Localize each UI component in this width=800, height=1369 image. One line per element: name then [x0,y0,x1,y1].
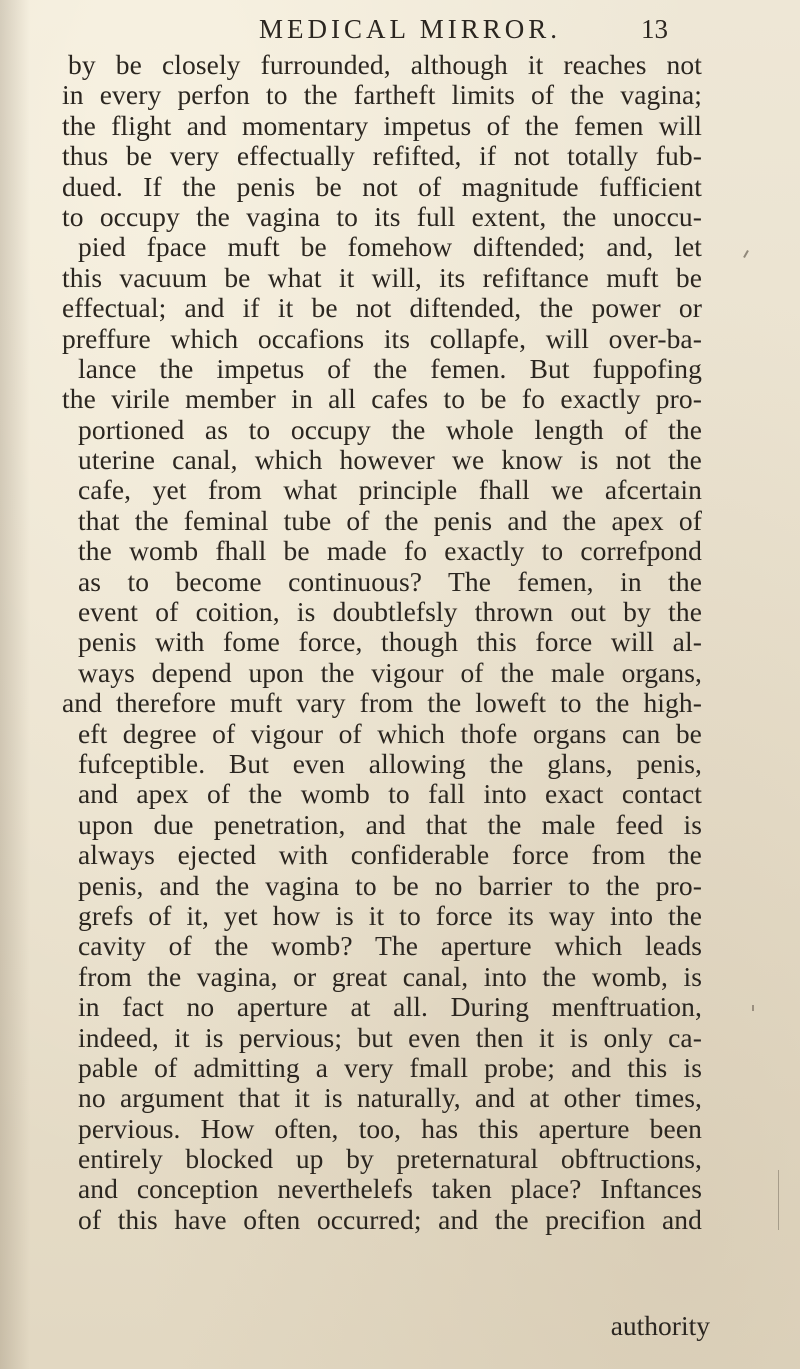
running-title: MEDICAL MIRROR. [258,14,561,44]
text-line: lance the impetus of the femen. But fuppofing [78,352,702,384]
text-line: portioned as to occupy the whole length of the [78,413,702,445]
text-line: thus be very effectually refifted, if not totally fub- [62,140,702,172]
text-line: that the feminal tube of the penis and the apex of [78,504,702,536]
text-line: and apex of the womb to fall into exact contact [78,778,702,810]
text-line: of this have often occurred; and the precifion and [78,1203,702,1235]
catchword: authority [610,1310,710,1341]
text-line: uterine canal, which however we know is not the [78,444,702,476]
text-line: eft degree of vigour of which thofe organs can be [78,717,702,749]
margin-mark [778,1170,779,1230]
text-line: ways depend upon the vigour of the male organs, [78,656,702,688]
text-line: upon due penetration, and that the male feed is [78,808,702,840]
text-line: and therefore muft vary from the loweft to the high- [62,687,702,719]
text-line: pable of admitting a very fmall probe; and this is [78,1051,702,1083]
text-line: dued. If the penis be not of magnitude fufficient [62,170,702,202]
text-line: penis with fome force, though this force will al- [78,626,702,658]
text-line: indeed, it is pervious; but even then it is only ca- [78,1021,702,1053]
text-line: always ejected with confiderable force from the [78,839,702,871]
text-line: by be closely furrounded, although it reaches not [68,49,702,80]
text-line: fufceptible. But even allowing the glans, penis, [78,747,702,779]
text-line: in fact no aperture at all. During menftruation, [78,991,702,1023]
text-line: to occupy the vagina to its full extent, the unoccu- [62,200,702,232]
text-line: the flight and momentary impetus of the femen will [62,109,702,141]
text-line: entirely blocked up by preternatural obftructions, [78,1143,702,1175]
margin-mark [752,1005,754,1011]
text-line: cavity of the womb? The aperture which leads [78,930,702,962]
text-line: this vacuum be what it will, its refiftance muft be [62,261,702,293]
running-head [0,14,800,54]
text-line: and conception neverthelefs taken place? Inftances [78,1173,702,1205]
text-line: the womb fhall be made fo exactly to correfpond [78,535,702,567]
text-line: from the vagina, or great canal, into the womb, is [78,960,702,992]
catchword-line [0,1311,800,1341]
text-line: pied fpace muft be fomehow diftended; and, let [78,231,702,263]
text-line: event of coition, is doubtlefsly thrown out by the [78,596,702,628]
text-line: no argument that it is naturally, and at other times, [78,1082,702,1114]
text-line: in every perfon to the fartheft limits of the vagina; [62,79,702,111]
margin-mark [743,250,749,258]
text-line: pervious. How often, too, has this aperture been [78,1112,702,1144]
text-line: cafe, yet from what principle fhall we afcertain [78,474,702,506]
text-line: as to become continuous? The femen, in the [78,565,702,597]
body-text [62,50,702,1235]
text-line: grefs of it, yet how is it to force its way into the [78,899,702,931]
gutter-shadow [0,0,30,1369]
text-line: penis, and the vagina to be no barrier to the pro- [78,869,702,901]
text-line: preffure which occafions its collapfe, will over-ba- [62,322,702,354]
page-number: 13 [641,14,668,44]
text-line: the virile member in all cafes to be fo exactly pro- [62,383,702,415]
text-line: effectual; and if it be not diftended, the power or [62,292,702,324]
